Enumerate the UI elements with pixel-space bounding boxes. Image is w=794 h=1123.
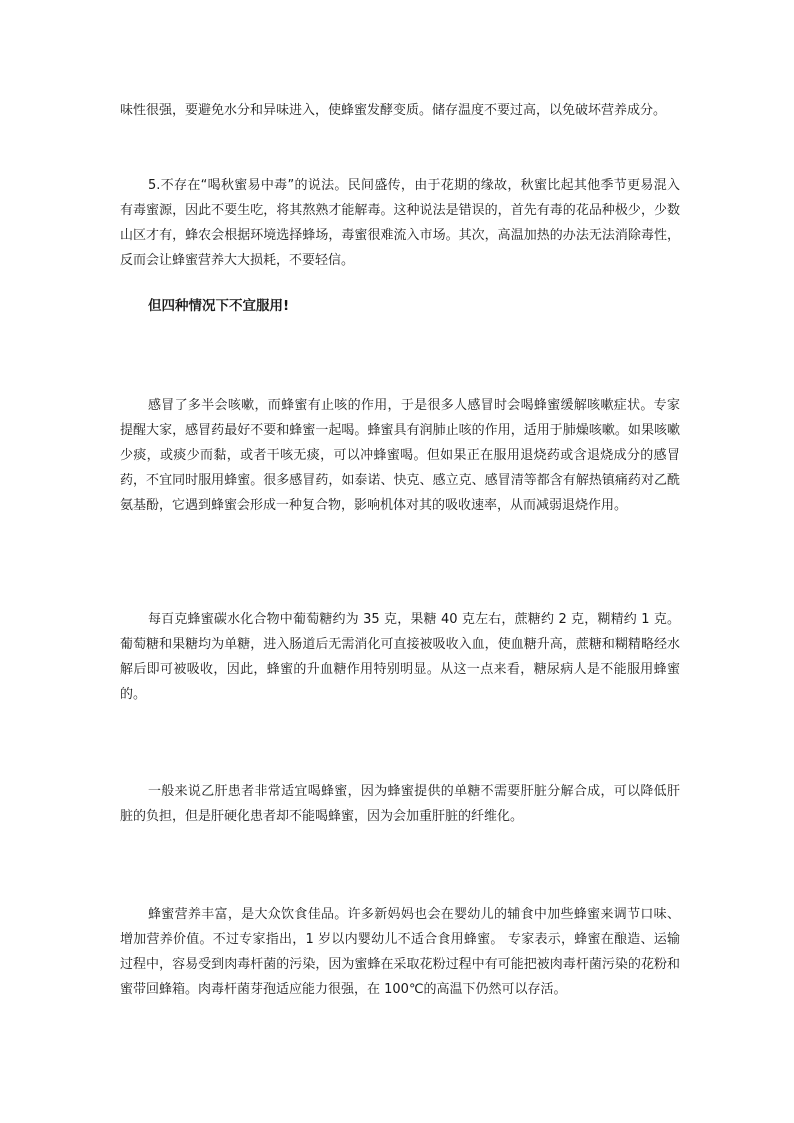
paragraph-infants: 蜂蜜营养丰富，是大众饮食佳品。许多新妈妈也会在婴幼儿的辅食中加些蜂蜜来调节口味、增加营养价值。不过专家指出，1 岁以内婴幼儿不适合食用蜂蜜。 专家表示，蜂蜜在酿造、运输过程中，容易受到肉毒杆菌的污染，因为蜜蜂在采取花粉过程中有可能把被肉毒杆菌污染的花粉和蜜带回蜂箱。肉毒杆菌芽孢适应能力很强，在 100℃的高温下仍然可以存活。 — [120, 907, 680, 997]
paragraph-liver: 一般来说乙肝患者非常适宜喝蜂蜜，因为蜂蜜提供的单糖不需要肝脏分解合成，可以降低肝脏的负担，但是肝硬化患者却不能喝蜂蜜，因为会加重肝脏的纤维化。 — [120, 784, 680, 824]
section-heading: 但四种情况下不宜服用! — [148, 298, 290, 314]
paragraph-storage-continuation: 味性很强，要避免水分和异味进入，使蜂蜜发酵变质。储存温度不要过高，以免破坏营养成分。 — [120, 103, 667, 118]
paragraph-cold-medicine: 感冒了多半会咳嗽，而蜂蜜有止咳的作用，于是很多人感冒时会喝蜂蜜缓解咳嗽症状。专家提醒大家，感冒药最好不要和蜂蜜一起喝。蜂蜜具有润肺止咳的作用，适用于肺燥咳嗽。如果咳嗽少痰，或痰少而黏，或者干咳无痰，可以冲蜂蜜喝。但如果正在服用退烧药或含退烧成分的感冒药，不宜同时服用蜂蜜。很多感冒药，如泰诺、快克、感立克、感冒清等都含有解热镇痛药对乙酰氨基酚，它遇到蜂蜜会形成一种复合物，影响机体对其的吸收速率，从而减弱退烧作用。 — [120, 398, 680, 513]
paragraph-autumn-honey-myth: 5.不存在“喝秋蜜易中毒”的说法。民间盛传，由于花期的缘故，秋蜜比起其他季节更易混入有毒蜜源，因此不要生吃，将其熬熟才能解毒。这种说法是错误的，首先有毒的花品种极少，少数山区才有，蜂农会根据环境选择蜂场，毒蜜很难流入市场。其次，高温加热的办法无法消除毒性，反而会让蜂蜜营养大大损耗，不要轻信。 — [120, 178, 680, 268]
paragraph-diabetes: 每百克蜂蜜碳水化合物中葡萄糖约为 35 克，果糖 40 克左右，蔗糖约 2 克，糊精约 1 克。葡萄糖和果糖均为单糖，进入肠道后无需消化可直接被吸收入血，使血糖升高，蔗糖和糊精略经水解后即可被吸收，因此，蜂蜜的升血糖作用特别明显。从这一点来看，糖尿病人是不能服用蜂蜜的。 — [120, 612, 680, 702]
